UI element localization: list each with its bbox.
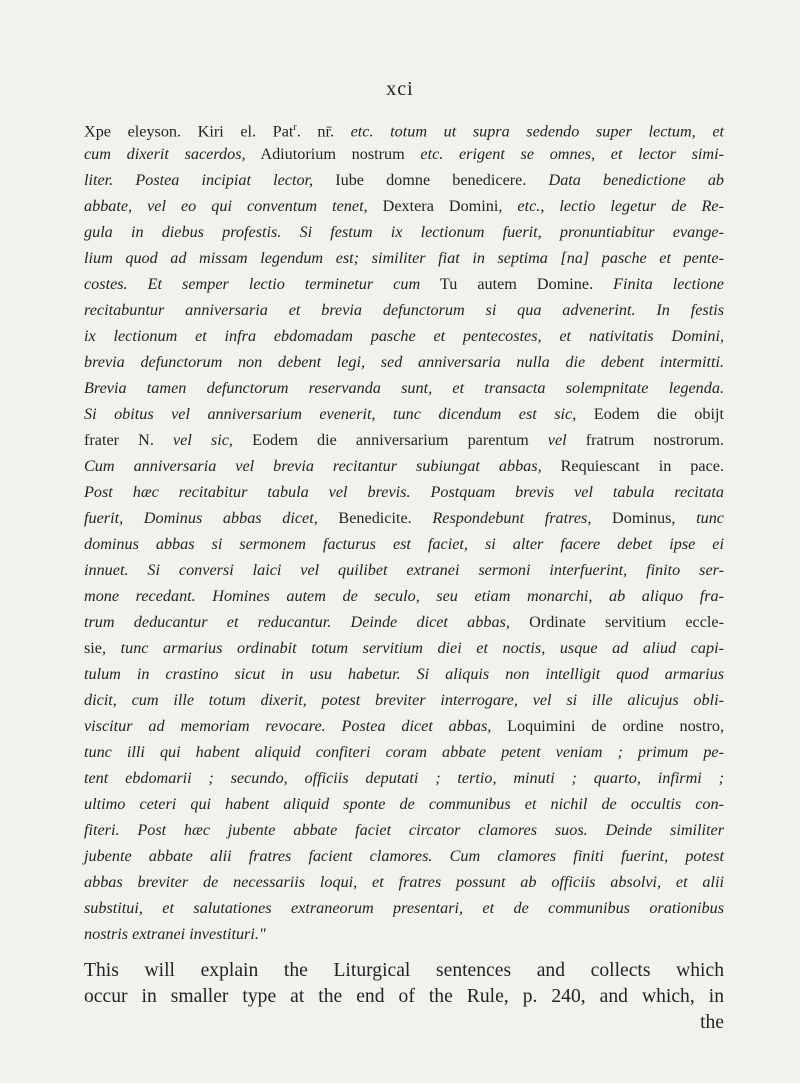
text-line: Brevia tamen defunctorum reservanda sunt, et transacta solempnitate legenda. <box>84 379 724 397</box>
text-line: fuerit, Dominus abbas dicet, Benedicite. Respondebunt fratres, Dominus, tunc <box>84 509 724 527</box>
text-line: Xpe eleyson. Kiri el. Pat$^r$. nr̄. etc. totum ut supra sedendo super lectum, et <box>84 122 725 141</box>
text-line: liter. Postea incipiat lector, Iube domne benedicere. Data benedictione ab <box>84 171 725 189</box>
text-line: nostris extranei investituri." <box>84 925 266 943</box>
text-line: Si obitus vel anniversarium evenerit, tunc dicendum est sic, Eodem die obijt <box>84 405 724 423</box>
text-line: Cum anniversaria vel brevia recitantur subiungat abbas, Requiescant in pace. <box>84 457 725 475</box>
text-line: sie, tunc armarius ordinabit totum servitium diei et noctis, usque ad aliud capi- <box>84 639 725 657</box>
text-line: cum dixerit sacerdos, Adiutorium nostrum etc. erigent se omnes, et lector simi- <box>84 145 724 163</box>
text-line: tulum in crastino sicut in usu habetur. Si aliquis non intelligit quod armarius <box>84 665 724 683</box>
note-line: This will explain the Liturgical sentences and collects which <box>84 960 724 981</box>
text-line: mone recedant. Homines autem de seculo, seu etiam monarchi, ab aliquo fra- <box>84 587 724 605</box>
text-line: frater N. vel sic, Eodem die anniversarium parentum vel fratrum nostrorum. <box>84 431 724 449</box>
text-line: viscitur ad memoriam revocare. Postea dicet abbas, Loquimini de ordine nostro, <box>84 717 725 735</box>
text-line: innuet. Si conversi laici vel quilibet extranei sermoni interfuerint, finito ser- <box>84 561 724 579</box>
text-line: tent ebdomarii ; secundo, officiis deputati ; tertio, minuti ; quarto, infirmi ; <box>84 769 724 787</box>
text-line: recitabuntur anniversaria et brevia defunctorum si qua advenerint. In festis <box>84 301 724 319</box>
text-line: lium quod ad missam legendum est; similiter fiat in septima [na] pasche et pente- <box>84 249 724 267</box>
note-line: the <box>700 1012 724 1033</box>
body-text <box>84 115 724 1036</box>
text-line: substitui, et salutationes extraneorum presentari, et de communibus orationibus <box>84 899 724 917</box>
note-line: occur in smaller type at the end of the Rule, p. 240, and which, in <box>84 986 724 1007</box>
latin-paragraph <box>84 115 724 947</box>
text-line: trum deducantur et reducantur. Deinde dicet abbas, Ordinate servitium eccle- <box>84 613 724 631</box>
text-line: gula in diebus profestis. Si festum ix lectionum fuerit, pronuntiabitur evange- <box>84 223 724 241</box>
text-line: brevia defunctorum non debent legi, sed anniversaria nulla die debent intermitti. <box>84 353 724 371</box>
text-line: tunc illi qui habent aliquid confiteri coram abbate petent veniam ; primum pe- <box>84 743 724 761</box>
text-line: abbate, vel eo qui conventum tenet, Dextera Domini, etc., lectio legetur de Re- <box>84 197 724 215</box>
text-line: dicit, cum ille totum dixerit, potest breviter interrogare, vel si ille alicujus obli- <box>84 691 724 709</box>
english-note <box>84 958 724 1036</box>
text-line: ix lectionum et infra ebdomadam pasche et pentecostes, et nativitatis Domini, <box>84 327 724 345</box>
text-line: jubente abbate alii fratres facient clamores. Cum clamores finiti fuerint, potest <box>84 847 724 865</box>
text-line: costes. Et semper lectio terminetur cum Tu autem Domine. Finita lectione <box>84 275 724 293</box>
text-line: fiteri. Post hæc jubente abbate faciet circator clamores suos. Deinde similiter <box>84 821 724 839</box>
text-line: Post hæc recitabitur tabula vel brevis. Postquam brevis vel tabula recitata <box>84 483 724 501</box>
page-number: xci <box>386 78 414 100</box>
text-line: abbas breviter de necessariis loqui, et fratres possunt ab officiis absolvi, et alii <box>84 873 724 891</box>
text-line: ultimo ceteri qui habent aliquid sponte de communibus et nichil de occultis con- <box>84 795 724 813</box>
text-line: dominus abbas si sermonem facturus est faciet, si alter facere debet ipse ei <box>84 535 724 553</box>
